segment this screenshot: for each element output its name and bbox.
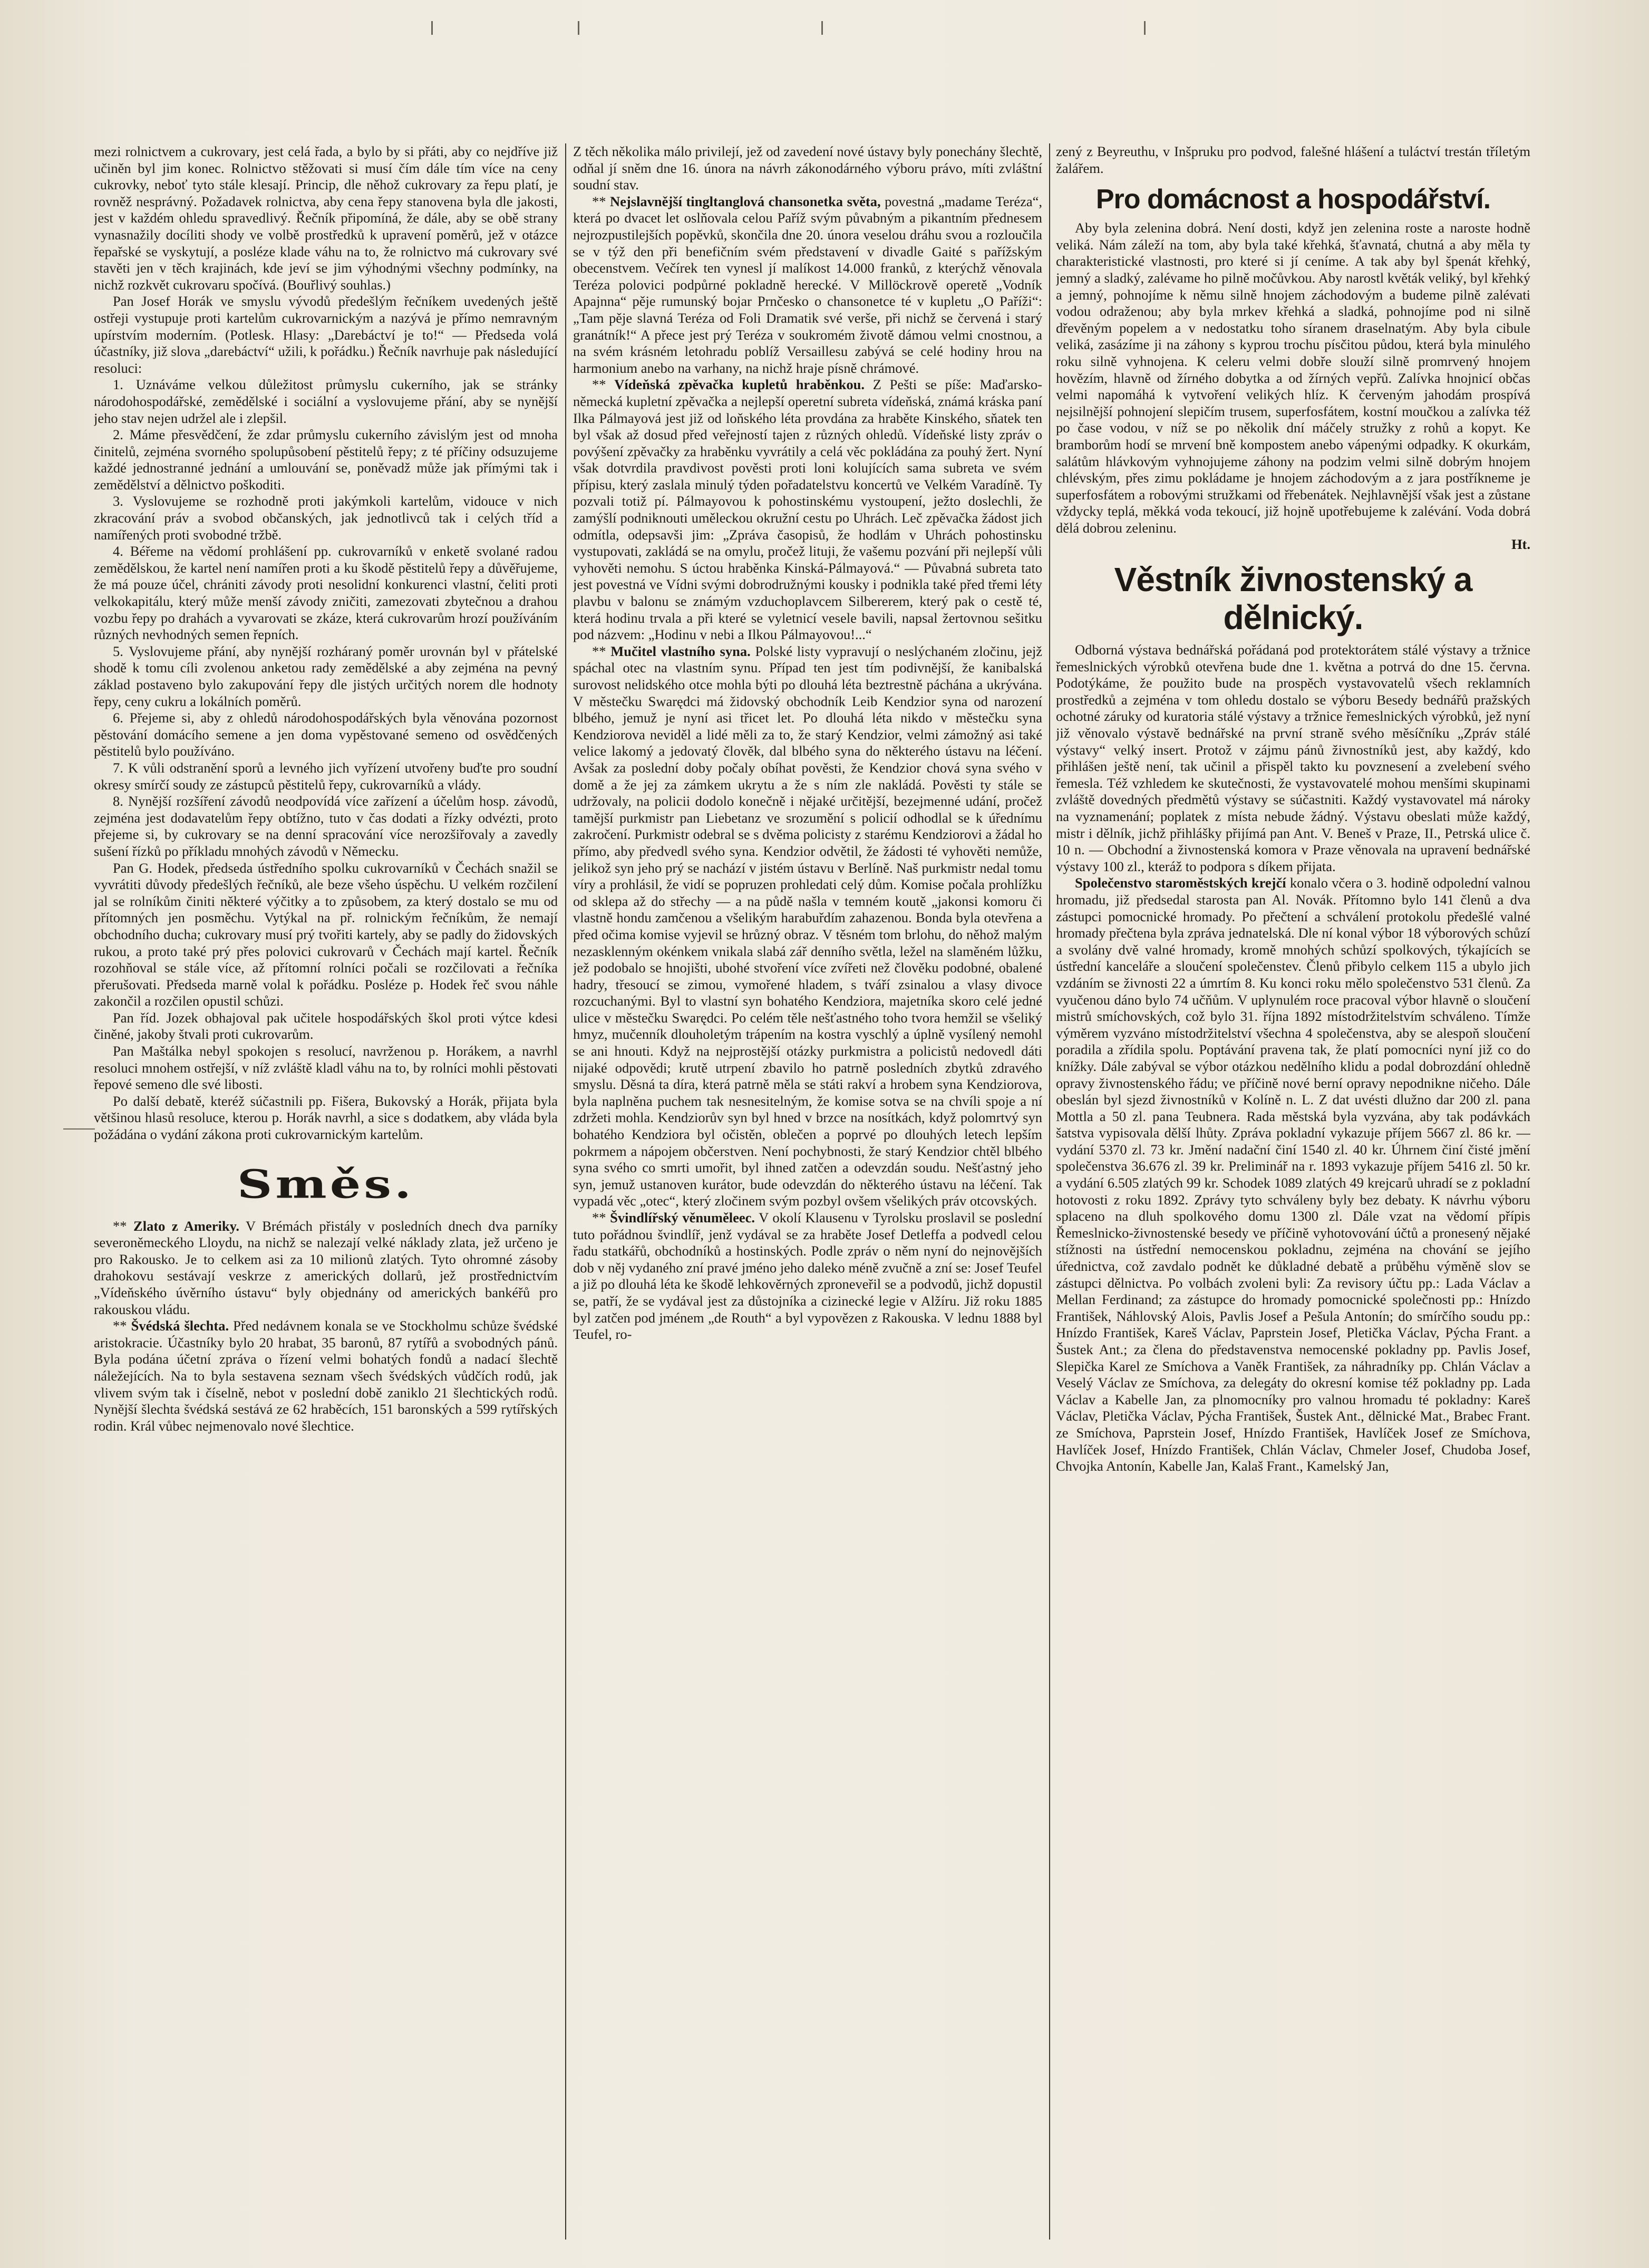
news-item: ** Mučitel vlastního syna. Polské listy vypravují o neslýchaném zločinu, jejž spáchal otec na vlastním synu. Případ ten jest tím podivnější, že kanibalská surovost nelidského otce mohla býti po dlouhá léta beztrestně páchána a ukrývána. V městečku Swarędci má židovský obchodník Leib Kendzior syna od narození blbého, jemuž je nyní asi třicet let. Po dlouhá léta nikdo v městečku syna Kendziorova neviděl a lidé měli za to, že starý Kendzior, velmi zámožný asi také velice lakomý a jedovatý člověk, dal blbého syna do některého ústavu na léčení. Avšak za poslední doby počaly obíhat pověsti, že Kendzior chová syna svého v domě a že jej za zámkem ukrytu a že s ním zle nakládá. Pověsti ty stále se udržovaly, na policii dodolo konečně i nějaké určitější, bezejmenné udání, pročež tamější purkmistr pan Liebetanz ve srozumění s policií odhodlal se k úřednímu zakročení. Purkmistr odebral se s dvěma policisty z starému Kendziorovi a žádal ho přímo, aby předvedl svého syna. Kendzior odvětil, že žádosti té vyhověti nemůže, jelikož syn jeho prý se nachází v jistém ústavu v Berlíně. Naš purkmistr nedal tomu víry a prohlásil, že vidí se popruzen prohledati celý dům. Komise počala prohlížku od sklepa až do střechy — a na půdě našla v temném koutě „jakonsi komoru či vlastně hondu zamčenou a všelikým harabuřdím zahazenou. Bonda byla otevřena a před očima komise vyjevil se hrůzný obraz. V těsném tom brlohu, do něhož malým nezasklenným okénkem vnikala slabá zář denního světla, ležel na slaměném lůžku, jež podobalo se hnojišti, ubohé stvoření více zvířeti než člověku podobné, obalené hadry, třesoucí se zimou, vymořené hladem, s tváří zsinalou a vlasy divoce rozcuchanými. Byl to vlastní syn bohatého Kendziora, majetníka skoro celé jedné ulice v městečku Swarędci. Po celém těle nešťastného toho tvora hemžil se všeliký hmyz, mučenník dlouholetým trápením na kostra vyschlý a úplně vysílený nemohl se ani hnouti. Když na nejprostější otázky purkmistra a policistů nedovedl dáti nijaké odpovědi; krutě utrpení zbavilo ho patrně posledních zbytků zdravého smyslu. Děsná ta díra, která patrně měla se státi rakví a hrobem syna Kendziorova, byla naplněna puchem tak nesnesitelným, že komise sotva se na chvíli spoje a ní zdržeti mohla. Kendziorův syn byl hned v brzce na nosítkách, když polomrtvý syn bohatého Kendziora byl očistěn, oblečen a poprvé po dlouhých letech lepším pokrmem a nápojem občerstven. Není pochybnosti, že starý Kendzior chtěl blbého syna svého co smrti umořit, byl ihned zatčen a odevzdán soudu. Nešťastný jeho syn, jemuž ustanoven kurátor, bude odevzdán do některého ústavu na léčení. Tak vypadá věc „otec“, který zločinem svým pozbyl ovšem všelikých práv otcovských. [573, 643, 1042, 1209]
article-paragraph: Pan Josef Horák ve smyslu vývodů předešlým řečníkem uvedených ještě ostřeji vystupuje proti kartelům cukrovarnickým a nazývá je přímo nemravným upírstvím moderním. (Potlesk. Hlasy: „Darebáctví je to!“ — Předseda volá účastníky, již slova „darebáctví“ užili, k pořádku.) Řečník navrhuje pak následující resoluci: [94, 293, 558, 376]
news-item: ** Švédská šlechta. Před nedávnem konala se ve Stockholmu schůze švédské aristokracie. Účastníky bylo 20 hrabat, 35 baronů, 87 rytířů a svobodných pánů. Byla podána účetní zpráva o řízení velmi bohatých fondů a nadací šlechtě náležejících. Na to byla sestavena seznam všech švédských vůdčích rodů, jak vlivem svým tak i číselně, nebot v poslední době zaniklo 21 šlechtických rodů. Nynější šlechta švédská sestává ze 62 hraběcích, 151 baronských a 599 rytířských rodin. Král vůbec nejmenovalo nové šlechtice. [94, 1318, 558, 1434]
resolution-item: 6. Přejeme si, aby z ohledů národohospodářských byla věnována pozornost pěstování domácího semene a jen doma vypěstované semeno od osvědčených pěstitelů bylo používáno. [94, 710, 558, 759]
news-item-title: Švédská šlechta. [131, 1318, 229, 1334]
news-item-title: Nejslavnější tingltanglová chansonetka světa, [610, 193, 881, 209]
resolution-item: 4. Béřeme na vědomí prohlášení pp. cukrovarníků v enketě svolané radou zemědělskou, že kartel není namířen proti a ku škodě pěstitelů řepy a důvěřujeme, že má pouze účel, chrániti závody proti nesolidní konkurenci vlastní, čeliti proti velkokapitálu, který může menší závody zničiti, zamezovati zbytečnou a drahou vozbu řepy po drahách a vyvarovati se zkáze, která cukrovarům hrozí používáním různých nevhodných semen řepních. [94, 543, 558, 643]
resolution-item: 2. Máme přesvědčení, že zdar průmyslu cukerního závislým jest od mnoha činitelů, zejména svorného spolupůsobení pěstitelů řepy; z té příčiny odsuzujeme každé jednostranné jednání a umlouvání se, poněvadž může jak přímými tak i zemědělství a dělnictvo poškoditi. [94, 427, 558, 493]
margin-mark [578, 21, 579, 35]
resolution-item: 3. Vyslovujeme se rozhodně proti jakýmkoli kartelům, vidouce v nich zkracování práv a svobod občanských, jak jednotlivců tak i celých tříd a namířených proti svobodné tržbě. [94, 493, 558, 543]
column-right [1056, 143, 1530, 2242]
news-item [1056, 875, 1530, 1474]
margin-mark [63, 1128, 95, 1130]
news-item-text: Z Pešti se píše: Maďarsko-německá kupletní zpěvačka a nejlepší operetní subreta vídeňská, známá kráska paní Ilka Pálmayová jest již od loňského léta provdána za hraběte Kinského, sňatek ten byl však až dosud před veřejností tajen z různých ohledů. Vídeňské listy zpráv o povýšení zpěvačky za hraběnku vyvrátily a celá věc pokládána za pouhý žert. Nyní však dotvrdila pravdivost pověsti proti loni kolujících sama subreta ve svém přípisu, který zaslala minulý týden pořadatelstvu koncertů ve Velkém Varadíně. Ty pozvali totiž pí. Pálmayovou k pohostinskému vystoupení, ježto doslechli, že zamýšlí podniknouti uměleckou okružní cestu po Uhrách. Leč zpěvačka žádost jich odmítla, odepsavši jim: „Zpráva časopisů, že hodlám v Uhrách pohostinsku vystupovati, zakládá se na omylu, pročež lituji, že vašemu pozvání při nejlepší vůli vyhověti nemohu. S úctou hraběnka Kinská-Pálmayová.“ — Půvabná subreta tato jest povestná ve Vídni svými dobrodružnými kousky i podnikla také před třemi léty plavbu v balonu se známým vzduchoplavcem Silbererem, který pak o cestě té, která hodinu trvala a při které se vyletnicí vesele bavili, napsal žertovnou sešitku pod názvem: „Hodinu v nebi a Ilkou Pálmayovou!...“ [573, 377, 1042, 643]
article-paragraph: Po další debatě, kteréž súčastnili pp. Fišera, Bukovský a Horák, přijata byla většinou hlasů resoluce, kterou p. Horák navrhl, a sice s dodatkem, aby vláda byla požádána o vydání zákona proti cukrovarnickým kartelům. [94, 1093, 558, 1143]
margin-mark [821, 21, 823, 35]
margin-mark [1144, 21, 1146, 35]
news-item: ** Nejslavnější tingltanglová chansonetka světa, povestná „madame Teréza“, která po dvacet let oslňovala celou Paříž svým půvabným a pikantním přednesem nejrozpustilejších popěvků, skončila dne 20. února veselou dráhu svou a rozloučila se v týž den při benefičním svém představení v divadle Gaité s pařížským obecenstvem. Večírek ten vynesl jí malíkost 14.000 franků, z kterýchž věnovala Teréza polovici podpůrné pokladně herecké. V Millöckrově operetě „Vodník Apajnna“ pěje rumunský bojar Prnčesko o chansonetce té v kupletu „O Paříži“: „Tam pěje slavná Teréza od Foli Dramatik své verše, při nichž se červená i starý granátník!“ A přece jest prý Teréza v soukromém životě dámou velmi cnostnou, a na svém krásném letohradu poblíž Versaillesu zabývá se celé hodiny hrou na harmonium anebo na varhany, na nichž hraje písně chrámové. [573, 193, 1042, 376]
news-item-text: povestná „madame Teréza“, která po dvacet let oslňovala celou Paříž svým půvabným a pikantním přednesem nejrozpustilejších popěvků, skončila dne 20. února veselou dráhu svou a rozloučila se v týž den při benefičním svém představení v divadle Gaité s pařížským obecenstvem. Večírek ten vynesl jí malíkost 14.000 franků, z kterýchž věnovala Teréza polovici podpůrné pokladně herecké. V Millöckrově operetě „Vodník Apajnna“ pěje rumunský bojar Prnčesko o chansonetce té v kupletu „O Paříži“: „Tam pěje slavná Teréza od Foli Dramatik své verše, při nichž se červená i starý granátník!“ A přece jest prý Teréza v soukromém životě dámou velmi cnostnou, a na svém krásném letohradu poblíž Versaillesu zabývá se celé hodiny hrou na harmonium anebo na varhany, na nichž hraje písně chrámové. [573, 193, 1042, 376]
article-paragraph: Pan G. Hodek, předseda ústředního spolku cukrovarníků v Čechách snažil se vyvrátiti důvody předešlých řečníků, ale beze všeho úspěchu. U velkém rozčilení jal se rolníkům činiti některé výčitky a to způsobem, za který dostalo se mu od přítomných jen posměchu. Vytýkal na př. rolnickým řečníkům, že nemají obchodního ducha; cukrovary musí prý tvořiti kartely, aby se padly do židovských rukou, a proto také prý přes polovici cukrovarů v Čechách mají kartel. Řečník rozohňoval se stále více, až přítomní rolníci počali se rozčilovati a řečníka přerušovati. Předseda marně volal k pořádku. Posléze p. Hodek řeč svou náhle zakončil a rozčilen opustil schůzi. [94, 860, 558, 1009]
resolution-item: 1. Uznáváme velkou důležitost průmyslu cukerního, jak se stránky národohospodářské, zemědělské i sociální a vyslovujeme přání, aby se nynější jeho stav nejen udržel ale i zlepšil. [94, 377, 558, 426]
news-item-title: Vídeňská zpěvačka kupletů hraběnkou. [614, 377, 865, 393]
article-paragraph: zený z Beyreuthu, v Inšpruku pro podvod, falešné hlášení a tuláctví trestán tříletým žalářem. [1056, 143, 1530, 176]
column-rule [1049, 143, 1050, 2240]
resolution-item: 7. K vůli odstranění sporů a levného jich vyřízení utvořeny buďte pro soudní okresy smírčí soudy ze zástupců pěstitelů řepy, cukrovarníků a vlády. [94, 759, 558, 793]
news-item-text: Polské listy vypravují o neslýchaném zločinu, jejž spáchal otec na vlastním synu. Případ ten jest tím podivnější, že kanibalská surovost nelidského otce mohla býti po dlouhá léta beztrestně páchána a ukrývána. V městečku Swarędci má židovský obchodník Leib Kendzior syna od narození blbého, jemuž je nyní asi třicet let. Po dlouhá léta nikdo v městečku syna Kendziorova neviděl a lidé měli za to, že starý Kendzior, velmi zámožný asi také velice lakomý a jedovatý člověk, dal blbého syna do některého ústavu na léčení. Avšak za poslední doby počaly obíhat pověsti, že Kendzior chová syna svého v domě a že jej za zámkem ukrytu a že s ním zle nakládá. Pověsti ty stále se udržovaly, na policii dodolo konečně i nějaké určitější, bezejmenné udání, pročež tamější purkmistr pan Liebetanz ve srozumění s policií odhodlal se k úřednímu zakročení. Purkmistr odebral se s dvěma policisty z starému Kendziorovi a žádal ho přímo, aby předvedl svého syna. Kendzior odvětil, že žádosti té vyhověti nemůže, jelikož syn jeho prý se nachází v jistém ústavu v Berlíně. Naš purkmistr nedal tomu víry a prohlásil, že vidí se popruzen prohledati celý dům. Komise počala prohlížku od sklepa až do střechy — a na půdě našla v temném koutě „jakonsi komoru či vlastně hondu zamčenou a všelikým harabuřdím zahazenou. Bonda byla otevřena a před očima komise vyjevil se hrůzný obraz. V těsném tom brlohu, do něhož malým nezasklenným okénkem vnikala slabá zář denního světla, ležel na slaměném lůžku, jež podobalo se hnojišti, ubohé stvoření více zvířeti než člověku podobné, obalené hadry, třesoucí se zimou, vymořené hladem, s tváří zsinalou a vlasy divoce rozcuchanými. Byl to vlastní syn bohatého Kendziora, majetníka skoro celé jedné ulice v městečku Swarędci. Po celém těle nešťastného toho tvora hemžil se všeliký hmyz, mučenník dlouholetým trápením na kostra vyschlý a úplně vysílený nemohl se ani hnouti. Když na nejprostější otázky purkmistra a policistů nedovedl dáti nijaké odpovědi; krutě utrpení zbavilo ho patrně posledních zbytků zdravého smyslu. Děsná ta díra, která patrně měla se státi rakví a hrobem syna Kendziorova, byla naplněna puchem tak nesnesitelným, že komise sotva se na chvíli spoje a ní zdržeti mohla. Kendziorův syn byl hned v brzce na nosítkách, když polomrtvý syn bohatého Kendziora byl očistěn, oblečen a poprvé po dlouhých letech lepším pokrmem a nápojem občerstven. Není pochybnosti, že starý Kendzior chtěl blbého syna svého co smrti umořit, byl ihned zatčen a odevzdán soudu. Nešťastný jeho syn, jemuž ustanoven kurátor, bude odevzdán do některého ústavu na léčení. Tak vypadá věc „otec“, který zločinem svým pozbyl ovšem všelikých práv otcovských. [573, 643, 1042, 1209]
column-middle [573, 143, 1042, 2242]
column-left [94, 143, 558, 2242]
resolution-item: 8. Nynější rozšíření závodů neodpovídá více zařízení a účelům hosp. závodů, zejména jest dodavatelům řepy obtížno, tuto v čas dodati a řízky odvézti, proto přejeme si, by cukrovary se na denní spracování více nerozšiřovaly a zavedly sušení řízků po příkladu mnohých závodů v Německu. [94, 793, 558, 859]
news-item-text: Před nedávnem konala se ve Stockholmu schůze švédské aristokracie. Účastníky bylo 20 hrabat, 35 baronů, 87 rytířů a svobodných pánů. Byla podána účetní zpráva o řízení velmi bohatých fondů a nadací šlechtě náležejících. Na to byla sestavena seznam všech švédských vůdčích rodů, jak vlivem svým tak i číselně, nebot v poslední době zaniklo 21 šlechtických rodů. Nynější šlechta švédská sestává ze 62 hraběcích, 151 baronských a 599 rytířských rodin. Král vůbec nejmenovalo nové šlechtice. [94, 1318, 558, 1434]
news-item-title: Mučitel vlastního syna. [610, 643, 751, 659]
news-item-text: konalo včera o 3. hodině odpolední valnou hromadu, již předsedal starosta pan Al. Novák. Přítomno bylo 141 členů a dva zástupci pomocnické hromady. Po přečtení a schválení protokolu předešlé valné hromady přečtena byla zpráva jednatelská. Dle ní konal výbor 18 výborových schůzí a svolány dvě valné hromady, kromě mnohých schůzí spolkových, týkajících se ústřední kanceláře a sloučení společenstev. Členů přibylo celkem 115 a ubylo jich vzdáním se živnosti 22 a úmrtím 8. Ku konci roku mělo společenstvo 531 členů. Za vyučenou dáno bylo 74 učňům. V uplynulém roce pracoval výbor hlavně o sloučení mistrů smíchovských, což bylo 31. října 1892 místodržitelstvím schváleno. Tímže výměrem vyzváno místodržitelství všechna 4 společenstva, aby se alespoň sloučení poradila a zřídila spolu. Poptávání pravena tak, že platí pomocníci nyní již co do knížky. Dále zabýval se výbor otázkou nedělního klidu a podal dobrozdání ohledně opravy živnostenského řádu; ve příčině nové berní opravy nepodnikne ničeho. Dále obeslán byl sjezd živnostníků v Kolíně n. L. Z dat uvésti dlužno dar 200 zl. pana Mottla a 50 zl. pana Teubnera. Rada městská byla vyzvána, aby tak podávkách šatstva vypisovala dělší lhůty. Zpráva pokladní vykazuje příjem 5667 zl. 86 kr. — vydání 5370 zl. 73 kr. Jmění nadační činí 1540 zl. 40 kr. Úhrnem činí čisté jmění společenstva 36.676 zl. 39 kr. Preliminář na r. 1893 vykazuje příjem 5416 zl. 50 kr. a vydání 6.505 zlatých 99 kr. Schodek 1089 zlatých 49 krejcarů uhradí se z pokladní hotovosti z roku 1892. Zprávy tyto schváleny byly bez debaty. K návrhu výboru splaceno na dluh spolkového domu 1300 zl. Dále vzat na vědomí přípis Řemeslnicko-živnostenské besedy ve příčině vyhotovování účtů a pronesený nějaké stížnosti na ústřední nemocenskou pokladnu, zejména na chování se jejího úřednictva, což zavdalo podnět ke důkladné debatě a průběhu výměně slov se zástupci dělnictva. Po volbách zvoleni byli: Za revisory účtu pp.: Lada Václav a Mellan Ferdinand; za zástupce do hromady pomocnické společnosti pp.: Hnízdo František, Náhlovský Alois, Pavlis Josef a Pešula Antonín; do smírčího soudu pp.: Hnízdo František, Kareš Václav, Paprstein Josef, Pletička Václav, Pýcha Frant. a Šustek Ant.; za člena do představenstva nemocenské pokladny pp. Pavlis Josef, Slepička Karel ze Smíchova a Vaněk František, za náhradníky pp. Chlán Václav a Veselý Václav ze Smíchova, za delegáty do okresní komise též pokladny pp. Lada Václav a Kabelle Jan, za plnomocníky pro valnou hromadu té pokladny: Kareš Václav, Pletička Václav, Pýcha František, Šustek Ant., dělnické Mat., Brabec Frant. ze Smíchova, Paprstein Josef, Hnízdo František, Havlíček Josef ze Smíchova, Havlíček Josef, Hnízdo František, Chlán Václav, Chmeler Josef, Chudoba Josef, Chvojka Antonín, Kabelle Jan, Kalaš Frant., Kamelský Jan, [1056, 875, 1530, 1474]
resolution-item: 5. Vyslovujeme přání, aby nynější rozháraný poměr urovnán byl v přátelské shodě k tomu cíli zvolenou anketou rady zemědělské a aby zejména na pevný základ postaveno bylo zakupování řepy dle jistých určitých norem dle hodnoty řepy, ceny cukru a lokálních poměrů. [94, 643, 558, 709]
author-signature: Ht. [1511, 536, 1530, 553]
article-paragraph: Pan Maštálka nebyl spokojen s resolucí, navrženou p. Horákem, a navrhl resoluci mnohem ostřejší, v níž zvláště kladl váhu na to, by rolníci mohli pěstovati řepové semeno dle své libosti. [94, 1043, 558, 1093]
news-item: ** Švindlířský věnuměleec. V okolí Klausenu v Tyrolsku proslavil se poslední tuto pořádnou švindlíř, jenž vydával se za hraběte Josef Detleffa a podvedl celou řadu statkářů, obchodníků a hostinských. Podle zpráv o něm nyní do nejnovějších dob v něj vydaného zní pravé jméno jeho daleko méně zvučně a zní se: Josef Teufel a již po dlouhá léta ke škodě lehkověrných zproneveřil se a podvodů, jichž dopustil se, patří, že se vydával jest za důstojníka a cizinecké legie v Alžíru. Již roku 1885 byl zatčen pod jménem „de Routh“ a byl vypovězen z Rakouska. V lednu 1888 byl Teufel, ro- [573, 1210, 1042, 1343]
news-item-title: Společenstvo staroměstských krejčí [1075, 875, 1286, 891]
news-item-text: V okolí Klausenu v Tyrolsku proslavil se poslední tuto pořádnou švindlíř, jenž vydával se za hraběte Josef Detleffa a podvedl celou řadu statkářů, obchodníků a hostinských. Podle zpráv o něm nyní do nejnovějších dob v něj vydaného zní pravé jméno jeho daleko méně zvučně a zní se: Josef Teufel a již po dlouhá léta ke škodě lehkověrných zproneveřil se a podvodů, jichž dopustil se, patří, že se vydával jest za důstojníka a cizinecké legie v Alžíru. Již roku 1885 byl zatčen pod jménem „de Routh“ a byl vypovězen z Rakouska. V lednu 1888 byl Teufel, ro- [573, 1210, 1042, 1343]
page-top-margin [0, 21, 1649, 42]
news-item: ** Zlato z Ameriky. V Brémách přistály v posledních dnech dva parníky severoněmeckého Lloydu, na nichž se nalezají velké náklady zlata, jež určeno je pro Rakousko. Je to celkem asi za 10 milionů zlatých. Tyto ohromné zásoby drahokovu sestávají veskrze z amerických dollarů, jež prostřednictvím „Vídeňského úvěrního ústavu“ byly objednány od amerických bankéřů pro rakouskou vládu. [94, 1218, 558, 1317]
margin-mark [431, 21, 433, 35]
article-paragraph: Pan říd. Jozek obhajoval pak učitele hospodářských škol proti výtce kdesi činěné, jakoby štvali proti cukrovarům. [94, 1009, 558, 1043]
article-paragraph: Odborná výstava bednářská pořádaná pod protektorátem stálé výstavy a tržnice řemeslnických výrobků otevřena bude dne 1. května a potrvá do dne 15. června. Podotýkáme, že použito bude na prospěch vystavovatelů všech reklamních prostředků a zejména v tom ohledu dostalo se výboru Besedy bednářů pražských ochotné záruky od kuratoria stálé výstavy a tržnice řemeslnických výrobků, jež nyní již věnovalo výstavě bednářské na první straně svého měsíčníku „Zpráv stálé výstavy“ velký insert. Protož v zájmu pánů živnostníků jest, aby každý, kdo přihlášen ještě není, tak učinil a přispěl takto ku povznesení a zvelebení svého řemesla. Též vzhledem ke skutečnosti, že vystavovatelé mohou menšími skupinami zvláště dovedných předmětů výstavy se súčastniti. Každý vystavovatel má nároky na vyznamenání; poplatek z místa nebude žádný. Výstavu obeslati může každý, mistr i dělník, jichž přihlášky přijímá pan Ant. V. Beneš v Praze, II., Petrská ulice č. 10 n. — Obchodní a živnostenská komora v Praze věnovala na upravení bednářské výstavy 100 zl., kteráž to podpora s díkem přijata. [1056, 642, 1530, 874]
article-paragraph: mezi rolnictvem a cukrovary, jest celá řada, a bylo by si přáti, aby co nejdříve již učiněn byl jim konec. Rolnictvo stěžovati si musí čím dále tím více na ceny cukrovky, neboť tyto stále klesají. Princip, dle něhož cukrovary za řepu platí, je rovněž nesprávný. Požadavek rolnictva, aby cena řepy stanovena byla dle jakosti, jest v každém ohledu spravedlivý. Řečník připomíná, že dále, aby se obě strany vynasnažily docíliti shody ve volbě prostředků k upravení poměrů, jež v otázce řepařské se vyskytují, a posléze klade váhu na to, že rolnictvo má cukrovary své stavěti jen v těch krajinách, kde jeví se jim výhodnými všechny podmínky, na nichž rozkvět cukrovaru spočívá. (Bouřlivý souhlas.) [94, 143, 558, 293]
news-item-title: Švindlířský věnuměleec. [610, 1210, 755, 1225]
section-heading-smes: Směs. [237, 1161, 415, 1207]
news-item: ** Vídeňská zpěvačka kupletů hraběnkou. Z Pešti se píše: Maďarsko-německá kupletní zpěvačka a nejlepší operetní subreta vídeňská, známá kráska paní Ilka Pálmayová jest již od loňského léta provdána za hraběte Kinského, sňatek ten byl však až dosud před veřejností tajen z různých ohledů. Vídeňské listy zpráv o povýšení zpěvačky za hraběnku vyvrátily a celá věc pokládána za pouhý žert. Nyní však dotvrdila pravdivost pověsti proti loni kolujících sama subreta ve svém přípisu, který zaslala minulý týden pořadatelstvu koncertů ve Velkém Varadíně. Ty pozvali totiž pí. Pálmayovou k pohostinskému vystoupení, ježto doslechli, že zamýšlí podniknouti uměleckou okružní cestu po Uhrách. Leč zpěvačka žádost jich odmítla, odepsavši jim: „Zpráva časopisů, že hodlám v Uhrách pohostinsku vystupovati, zakládá se na omylu, pročež lituji, že vašemu pozvání při nejlepší vůli vyhověti nemohu. S úctou hraběnka Kinská-Pálmayová.“ — Půvabná subreta tato jest povestná ve Vídni svými dobrodružnými kousky i podnikla také před třemi léty plavbu v balonu se známým vzduchoplavcem Silbererem, který pak o cestě té, která hodinu trvala a při které se vyletnicí vesele bavili, napsal žertovnou sešitku pod názvem: „Hodinu v nebi a Ilkou Pálmayovou!...“ [573, 377, 1042, 643]
section-heading-trade: Věstník živnostenský a dělnický. [1114, 561, 1472, 637]
section-heading-household: Pro domácnost a hospodářství. [1095, 184, 1491, 215]
news-item-text: V Brémách přistály v posledních dnech dva parníky severoněmeckého Lloydu, na nichž se nalezají velké náklady zlata, jež určeno je pro Rakousko. Je to celkem asi za 10 milionů zlatých. Tyto ohromné zásoby drahokovu sestávají veskrze z amerických dollarů, jež prostřednictvím „Vídeňského úvěrního ústavu“ byly objednány od amerických bankéřů pro rakouskou vládu. [94, 1218, 558, 1317]
column-rule [565, 143, 566, 2240]
article-paragraph: Z těch několika málo privilejí, jež od zavedení nové ústavy byly ponechány šlechtě, odňal jí sněm dne 16. února na návrh zákonodárného výboru právo, míti zvláštní soudní stav. [573, 143, 1042, 193]
article-paragraph: Aby byla zelenina dobrá. Není dosti, když jen zelenina roste a naroste hodně veliká. Nám záleží na tom, aby byla také křehká, šťavnatá, chutná a aby měla ty charakteristické vlastnosti, pro které si jí ceníme. A tak aby byl špenát křehký, jemný a sladký, zalévame ho pilně močůvkou. Aby narostl květák veliký, byl křehký a jemný, pohnojíme k němu silně hnojem záchodovým a budeme pilně zalévati vodou odraženou; aby byla mrkev křehká a sladká, pohnojíme pod ni silně dřevěným popelem a v nedostatku toho síranem draselnatým. Aby byla cibule veliká, zasázíme ji na záhony s kyprou trochu písčitou půdou, která byla minulého roku silně vyhnojena. K celeru velmi dobře slouží silně promrvený hnojem hovězím, hlavně od žírného dobytka a od žírných vepřů. Zalívka hnojnicí občas velmi napomáhá k vytvoření velikých hlíz. K červeným jahodám prospívá nejsilnější pohnojení slepičím trusem, superfosfátem, kostní moučkou a zalívka též po čase vodou, v níž se po několik dní máčely stružky z rohů a kopyt. Ke bramborům hodí se mrvení bně kompostem anebo vápenými odpadky. K okurkám, salátům hlávkovým vyhnojujeme záhony na podzim velmi silně dobrým hnojem chlévským, přes zimu pokládame je hnojem záchodovým a z jara postříkneme je superfosfátem a robovými stružkami od řřebenátek. Nejhlavnější však jest a zůstane vždycky teplá, měkká voda tekoucí, již hojně upotřebujeme k zalévání. Voda dobrá dělá dobrou zeleninu. [1056, 220, 1530, 536]
news-item-title: Zlato z Ameriky. [133, 1218, 239, 1234]
